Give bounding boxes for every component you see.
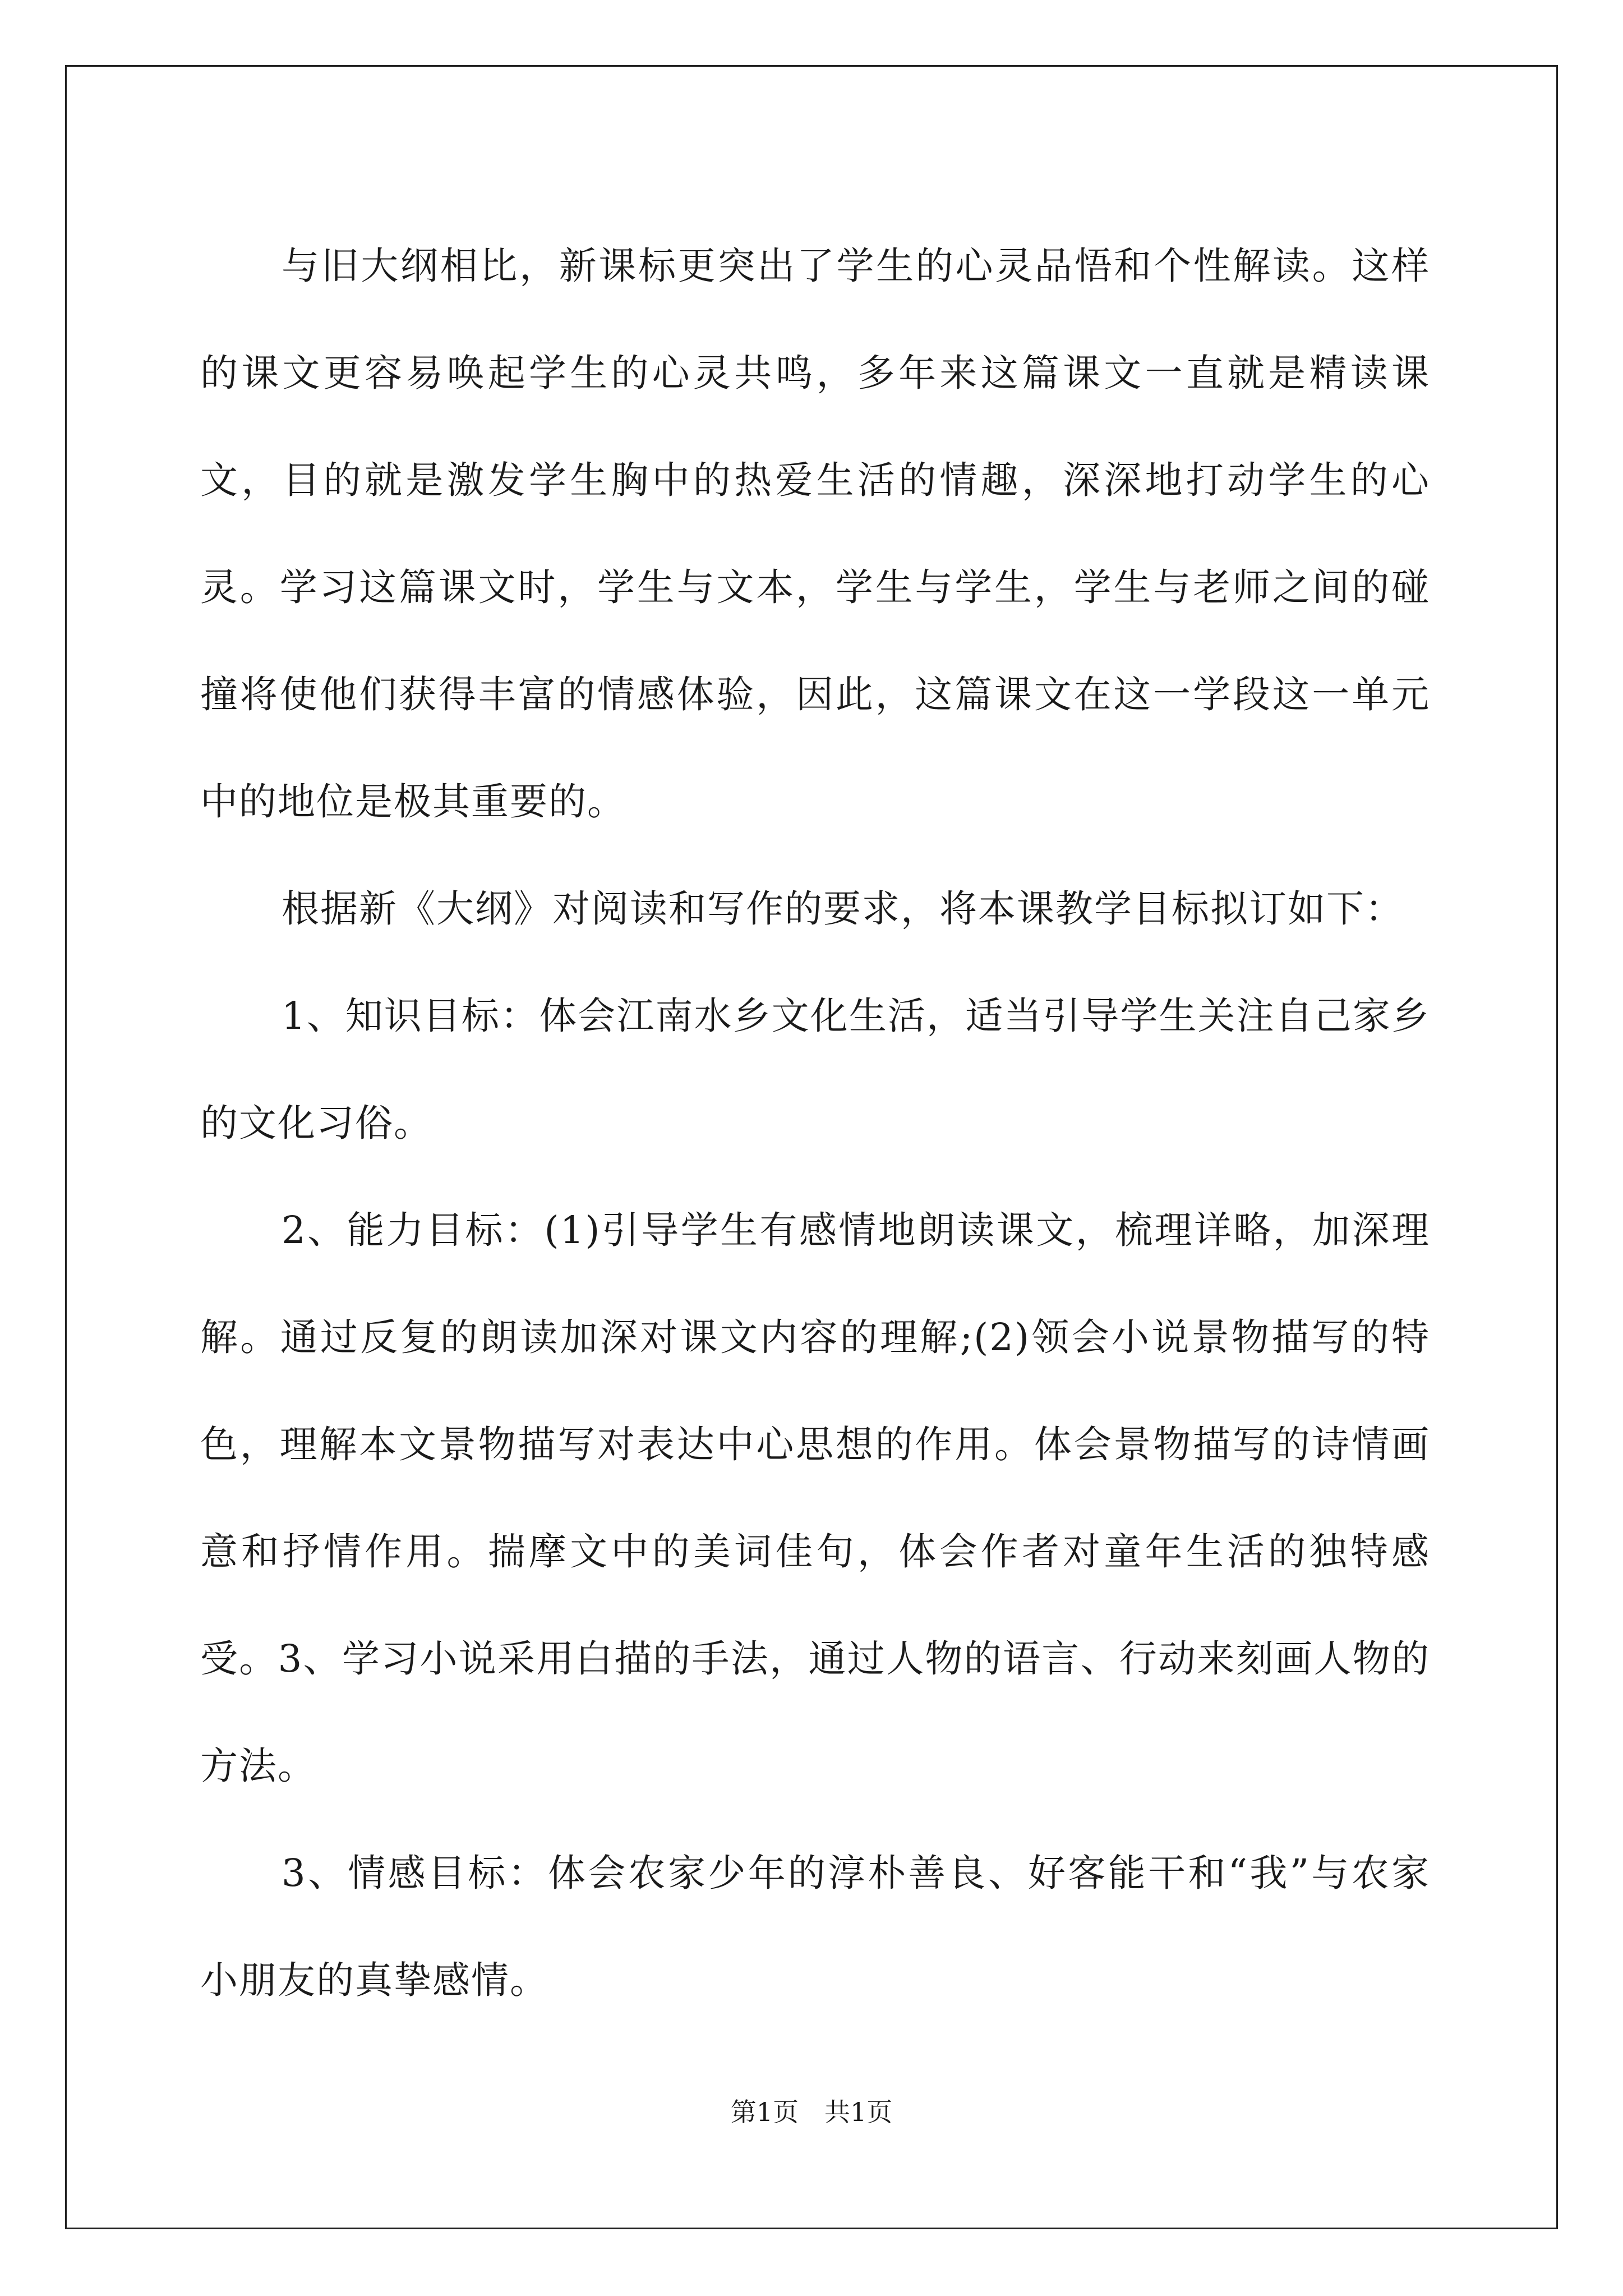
page-number: 第1页	[730, 2097, 799, 2127]
paragraph-curriculum-comparison: 与旧大纲相比，新课标更突出了学生的心灵品悟和个性解读。这样的课文更容易唤起学生的心灵共鸣，多年来这篇课文一直就是精读课文，目的就是激发学生胸中的热爱生活的情趣，深深地打动学生的心灵。学习这篇课文时，学生与文本，学生与学生，学生与老师之间的碰撞将使他们获得丰富的情感体验，因此，这篇课文在这一学段这一单元中的地位是极其重要的。	[200, 244, 1430, 823]
paragraph-teaching-goals-intro: 根据新《大纲》对阅读和写作的要求，将本课教学目标拟订如下：	[282, 887, 1404, 931]
page-footer	[0, 2095, 1623, 2129]
paragraph-emotion-goal: 3、情感目标：体会农家少年的淳朴善良、好客能干和“我”与农家小朋友的真挚感情。	[200, 1851, 1430, 2002]
paragraph-ability-goal: 2、能力目标：(1)引导学生有感情地朗读课文，梳理详略，加深理解。通过反复的朗读加深对课文内容的理解;(2)领会小说景物描写的特色，理解本文景物描写对表达中心思想的作用。体会景物描写的诗情画意和抒情作用。揣摩文中的美词佳句，体会作者对童年生活的独特感受。3、学习小说采用白描的手法，通过人物的语言、行动来刻画人物的方法。	[200, 1208, 1430, 1788]
paragraph-knowledge-goal: 1、知识目标：体会江南水乡文化生活，适当引导学生关注自己家乡的文化习俗。	[200, 994, 1430, 1145]
page-total: 共1页	[824, 2097, 893, 2127]
document-body	[200, 213, 1430, 2034]
